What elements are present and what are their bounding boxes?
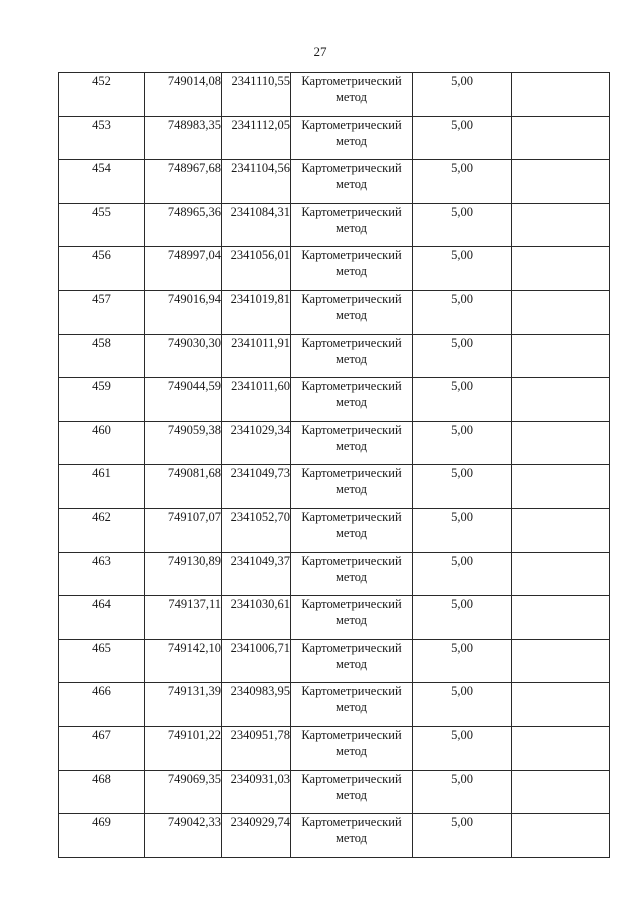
method-line1: Картометрический [301, 161, 402, 176]
extra-cell [512, 247, 610, 291]
method-cell [291, 116, 413, 160]
extra-cell [512, 552, 610, 596]
method-line2: метод [335, 177, 367, 192]
table-row [59, 203, 610, 247]
y-coordinate-cell: 2341112,05 [222, 116, 291, 160]
method-line1: Картометрический [301, 248, 402, 263]
point-number-cell: 460 [59, 421, 145, 465]
extra-cell [512, 334, 610, 378]
y-coordinate-cell: 2340983,95 [222, 683, 291, 727]
table-row [59, 596, 610, 640]
accuracy-cell: 5,00 [413, 160, 512, 204]
method-line2: метод [335, 482, 367, 497]
accuracy-cell: 5,00 [413, 639, 512, 683]
point-number-cell: 469 [59, 814, 145, 858]
y-coordinate-cell: 2340951,78 [222, 726, 291, 770]
method-line2: метод [335, 787, 367, 802]
x-coordinate-cell: 749016,94 [145, 290, 222, 334]
method-line1: Картометрический [301, 422, 402, 437]
y-coordinate-cell: 2340931,03 [222, 770, 291, 814]
point-number-cell: 468 [59, 770, 145, 814]
method-cell [291, 508, 413, 552]
method-line2: метод [335, 656, 367, 671]
x-coordinate-cell: 749069,35 [145, 770, 222, 814]
method-cell [291, 683, 413, 727]
point-number-cell: 465 [59, 639, 145, 683]
accuracy-cell: 5,00 [413, 726, 512, 770]
method-cell [291, 247, 413, 291]
method-line2: метод [335, 613, 367, 628]
table-row [59, 726, 610, 770]
x-coordinate-cell: 749042,33 [145, 814, 222, 858]
method-cell [291, 726, 413, 770]
method-line1: Картометрический [301, 640, 402, 655]
extra-cell [512, 770, 610, 814]
x-coordinate-cell: 748965,36 [145, 203, 222, 247]
accuracy-cell: 5,00 [413, 683, 512, 727]
extra-cell [512, 683, 610, 727]
method-line2: метод [335, 351, 367, 366]
extra-cell [512, 596, 610, 640]
method-line2: метод [335, 395, 367, 410]
method-line1: Картометрический [301, 771, 402, 786]
point-number-cell: 455 [59, 203, 145, 247]
y-coordinate-cell: 2341029,34 [222, 421, 291, 465]
method-line1: Картометрический [301, 509, 402, 524]
method-line1: Картометрический [301, 74, 402, 88]
method-line1: Картометрический [301, 204, 402, 219]
method-cell [291, 421, 413, 465]
extra-cell [512, 203, 610, 247]
method-line2: метод [335, 307, 367, 322]
method-line2: метод [335, 700, 367, 715]
method-line1: Картометрический [301, 684, 402, 699]
table-row [59, 378, 610, 422]
method-cell [291, 596, 413, 640]
method-cell [291, 290, 413, 334]
method-line2: метод [335, 133, 367, 148]
x-coordinate-cell: 748983,35 [145, 116, 222, 160]
y-coordinate-cell: 2341084,31 [222, 203, 291, 247]
table-row [59, 334, 610, 378]
x-coordinate-cell: 749030,30 [145, 334, 222, 378]
method-cell [291, 334, 413, 378]
x-coordinate-cell: 749081,68 [145, 465, 222, 509]
extra-cell [512, 508, 610, 552]
accuracy-cell: 5,00 [413, 552, 512, 596]
method-cell [291, 552, 413, 596]
accuracy-cell: 5,00 [413, 334, 512, 378]
accuracy-cell: 5,00 [413, 508, 512, 552]
method-line2: метод [335, 90, 367, 104]
extra-cell [512, 726, 610, 770]
point-number-cell: 466 [59, 683, 145, 727]
method-line1: Картометрический [301, 815, 402, 830]
table-row [59, 247, 610, 291]
table-row [59, 290, 610, 334]
method-line2: метод [335, 264, 367, 279]
accuracy-cell: 5,00 [413, 465, 512, 509]
y-coordinate-cell: 2341056,01 [222, 247, 291, 291]
table-row [59, 814, 610, 858]
point-number-cell: 453 [59, 116, 145, 160]
table-row [59, 508, 610, 552]
point-number-cell: 463 [59, 552, 145, 596]
point-number-cell: 452 [59, 73, 145, 117]
method-line1: Картометрический [301, 597, 402, 612]
method-cell [291, 378, 413, 422]
method-line2: метод [335, 569, 367, 584]
point-number-cell: 459 [59, 378, 145, 422]
coordinates-table-body [59, 73, 610, 858]
extra-cell [512, 378, 610, 422]
accuracy-cell: 5,00 [413, 421, 512, 465]
method-cell [291, 465, 413, 509]
method-line1: Картометрический [301, 379, 402, 394]
accuracy-cell: 5,00 [413, 73, 512, 117]
point-number-cell: 467 [59, 726, 145, 770]
accuracy-cell: 5,00 [413, 378, 512, 422]
method-line2: метод [335, 525, 367, 540]
x-coordinate-cell: 749137,11 [145, 596, 222, 640]
coordinates-table [58, 72, 610, 858]
accuracy-cell: 5,00 [413, 290, 512, 334]
extra-cell [512, 814, 610, 858]
x-coordinate-cell: 749059,38 [145, 421, 222, 465]
method-line1: Картометрический [301, 553, 402, 568]
method-cell [291, 160, 413, 204]
extra-cell [512, 116, 610, 160]
y-coordinate-cell: 2341011,91 [222, 334, 291, 378]
method-cell [291, 73, 413, 117]
page-number: 27 [313, 44, 327, 59]
y-coordinate-cell: 2341019,81 [222, 290, 291, 334]
y-coordinate-cell: 2341006,71 [222, 639, 291, 683]
x-coordinate-cell: 749101,22 [145, 726, 222, 770]
method-cell [291, 203, 413, 247]
y-coordinate-cell: 2341052,70 [222, 508, 291, 552]
table-row [59, 770, 610, 814]
table-row [59, 683, 610, 727]
method-cell [291, 814, 413, 858]
extra-cell [512, 465, 610, 509]
y-coordinate-cell: 2341030,61 [222, 596, 291, 640]
table-row [59, 465, 610, 509]
point-number-cell: 456 [59, 247, 145, 291]
extra-cell [512, 421, 610, 465]
method-line1: Картометрический [301, 466, 402, 481]
y-coordinate-cell: 2341110,55 [222, 73, 291, 117]
accuracy-cell: 5,00 [413, 770, 512, 814]
point-number-cell: 457 [59, 290, 145, 334]
table-row [59, 639, 610, 683]
x-coordinate-cell: 749107,07 [145, 508, 222, 552]
y-coordinate-cell: 2340929,74 [222, 814, 291, 858]
x-coordinate-cell: 749131,39 [145, 683, 222, 727]
point-number-cell: 464 [59, 596, 145, 640]
method-line2: метод [335, 438, 367, 453]
method-line2: метод [335, 220, 367, 235]
method-line2: метод [335, 831, 367, 846]
y-coordinate-cell: 2341049,37 [222, 552, 291, 596]
x-coordinate-cell: 748997,04 [145, 247, 222, 291]
point-number-cell: 461 [59, 465, 145, 509]
extra-cell [512, 290, 610, 334]
method-cell [291, 770, 413, 814]
accuracy-cell: 5,00 [413, 247, 512, 291]
method-line2: метод [335, 743, 367, 758]
method-line1: Картометрический [301, 117, 402, 132]
point-number-cell: 458 [59, 334, 145, 378]
extra-cell [512, 639, 610, 683]
method-line1: Картометрический [301, 727, 402, 742]
x-coordinate-cell: 748967,68 [145, 160, 222, 204]
x-coordinate-cell: 749044,59 [145, 378, 222, 422]
table-row [59, 116, 610, 160]
x-coordinate-cell: 749014,08 [145, 73, 222, 117]
method-cell [291, 639, 413, 683]
point-number-cell: 454 [59, 160, 145, 204]
extra-cell [512, 160, 610, 204]
accuracy-cell: 5,00 [413, 596, 512, 640]
method-line1: Картометрический [301, 335, 402, 350]
table-row [59, 421, 610, 465]
y-coordinate-cell: 2341011,60 [222, 378, 291, 422]
extra-cell [512, 73, 610, 117]
table-row [59, 160, 610, 204]
point-number-cell: 462 [59, 508, 145, 552]
x-coordinate-cell: 749142,10 [145, 639, 222, 683]
method-line1: Картометрический [301, 291, 402, 306]
accuracy-cell: 5,00 [413, 203, 512, 247]
accuracy-cell: 5,00 [413, 116, 512, 160]
table-row [59, 73, 610, 117]
y-coordinate-cell: 2341104,56 [222, 160, 291, 204]
y-coordinate-cell: 2341049,73 [222, 465, 291, 509]
x-coordinate-cell: 749130,89 [145, 552, 222, 596]
accuracy-cell: 5,00 [413, 814, 512, 858]
table-row [59, 552, 610, 596]
